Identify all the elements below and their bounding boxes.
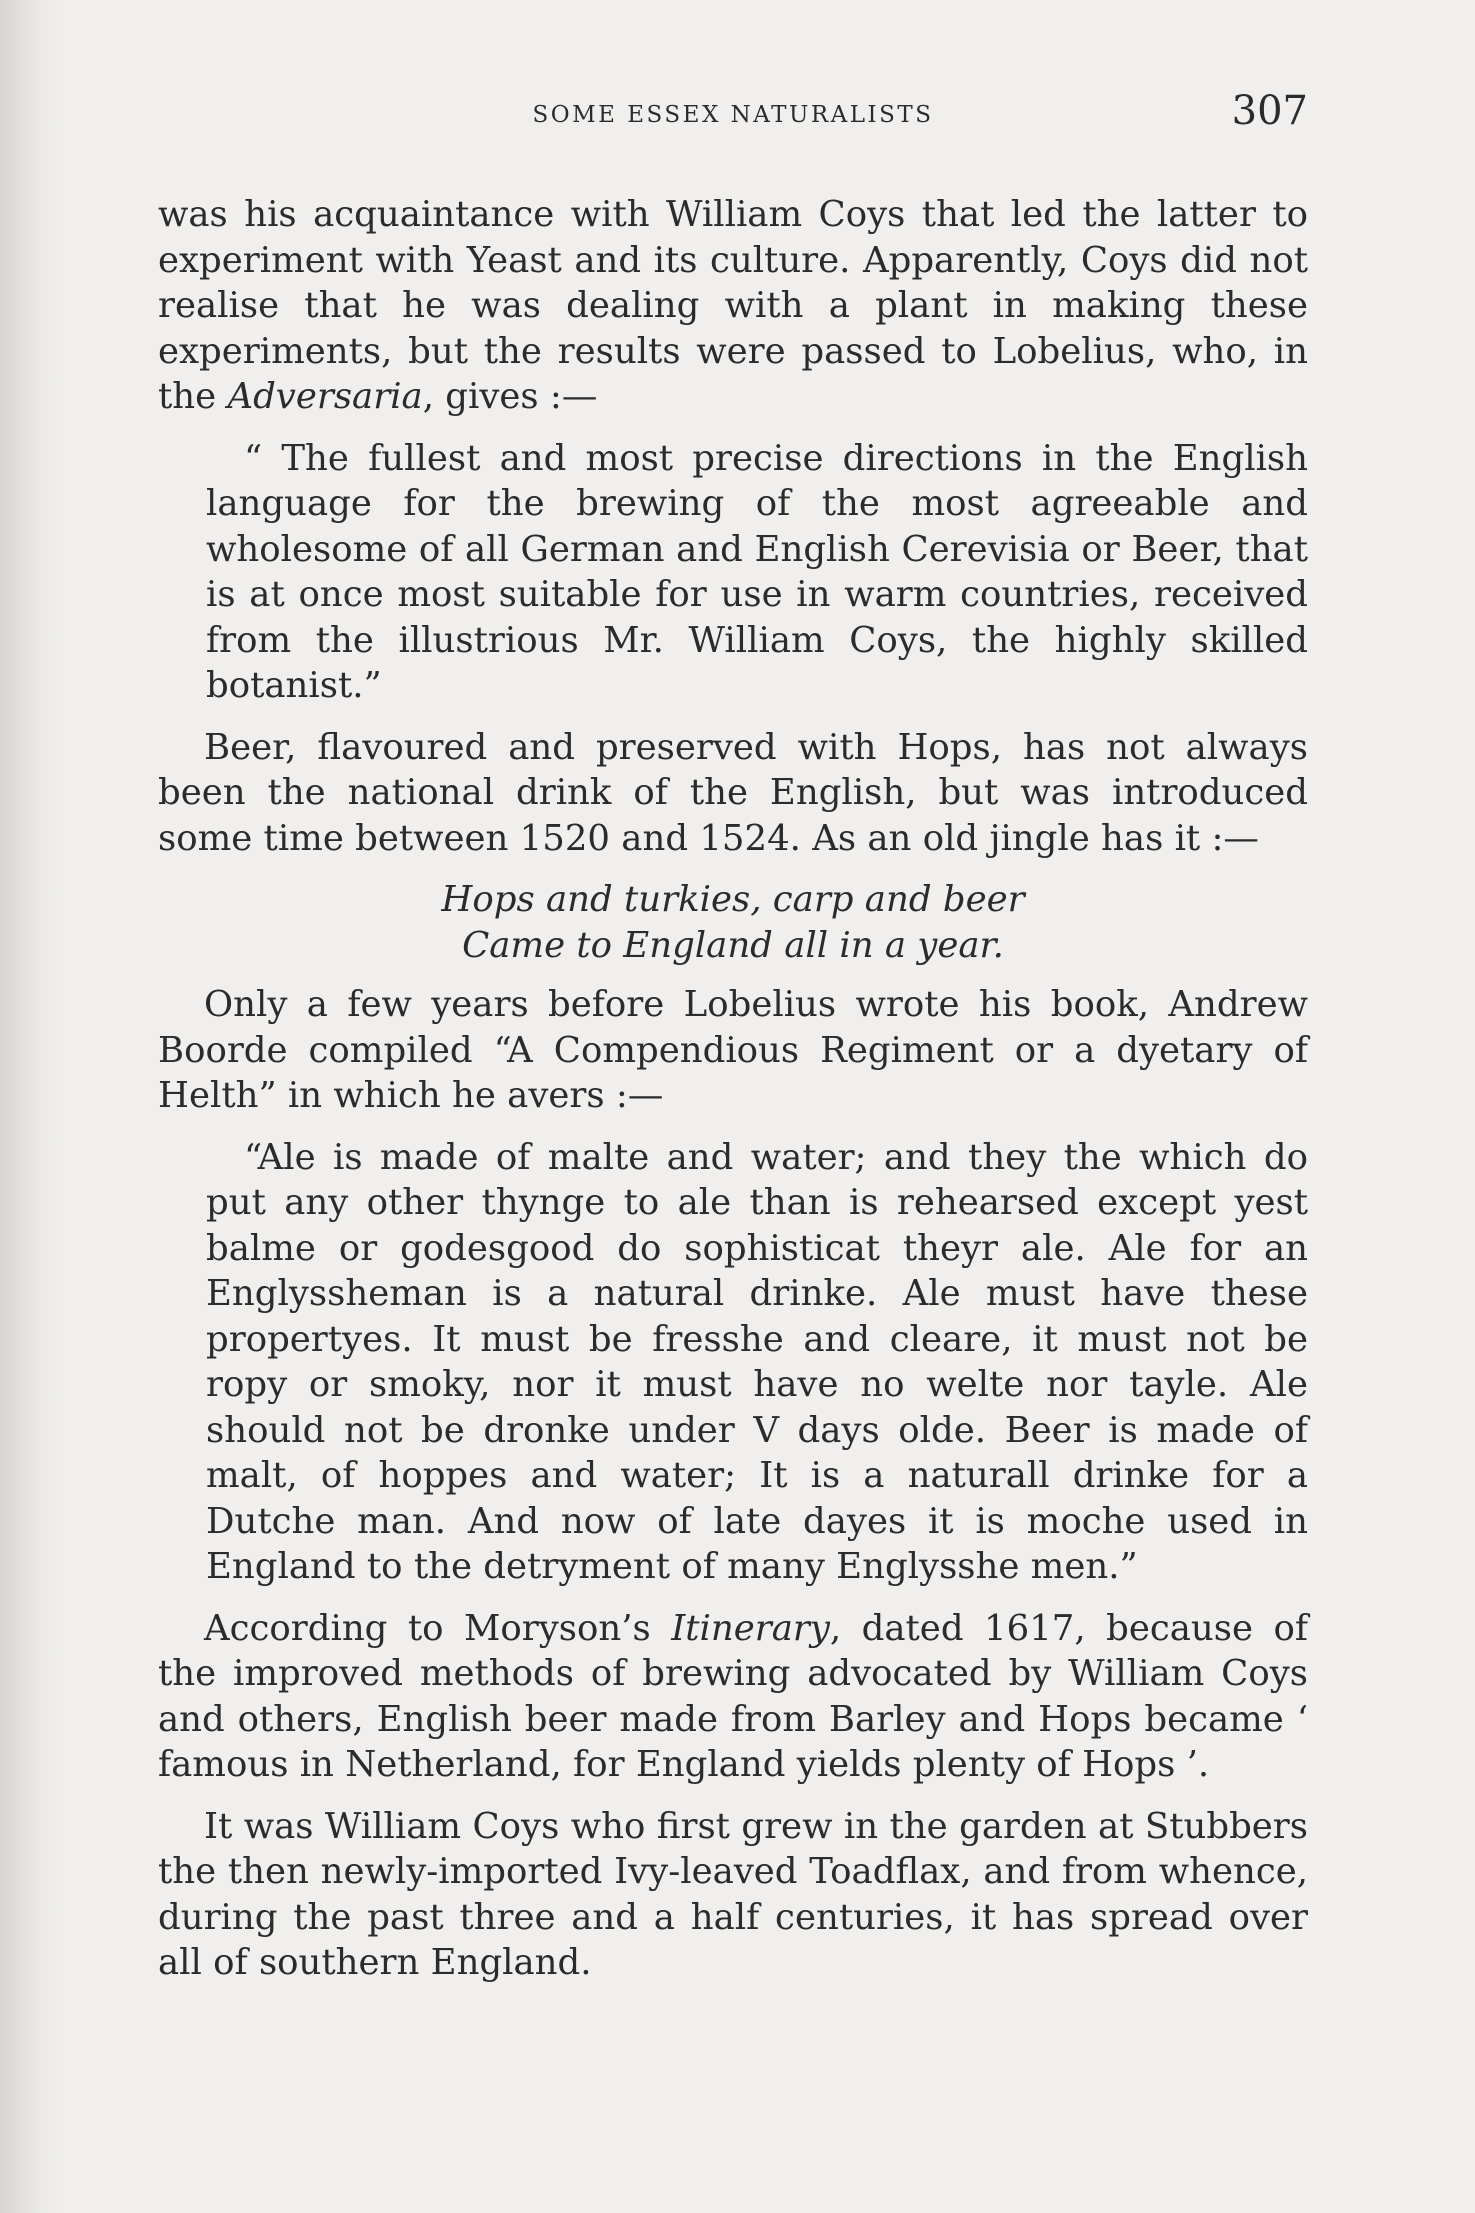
quote-lobelius-directions: “ The fullest and most precise directions in the English language for the brewing of the most agreeable and wholesome of all German and English Cerevisia or Beer, that is at once most suitable for use in warm countries, received from the illustrious Mr. William Coys, the highly skilled botanist.” [206, 437, 1308, 706]
paragraph-text: According to Moryson’s [204, 1607, 672, 1649]
page-number: 307 [1231, 88, 1308, 134]
paragraph-text: , gives :— [422, 376, 598, 417]
book-page [158, 88, 1308, 2002]
italic-title-itinerary: Itinerary [671, 1607, 830, 1649]
verse-jingle [158, 877, 1308, 968]
paragraph-text: , dated 1617, because of the improved methods of brewing advocated by William Coys and others, English beer made from Barley and Hops became ‘ famous in Netherland, for England yields plenty of Hops ’. [158, 1607, 1308, 1785]
running-title: SOME ESSEX NATURALISTS [532, 102, 934, 128]
paragraph-yeast-experiments [158, 192, 1308, 420]
paragraph-toadflax: It was William Coys who first grew in the garden at Stubbers the then newly-imported Ivy-leaved Toadflax, and from whence, during the past three and a half centuries, it has spread over all of southern England. [158, 1805, 1308, 1983]
binding-gutter-shadow [0, 0, 60, 2213]
paragraph-beer-history: Beer, flavoured and preserved with Hops, has not always been the national drink of the English, but was introduced some time between 1520 and 1524. As an old jingle has it :— [158, 726, 1308, 859]
verse-line-2: Came to England all in a year. [462, 924, 1004, 966]
verse-line-1: Hops and turkies, carp and beer [441, 879, 1025, 920]
italic-title-adversaria: Adversaria [227, 376, 423, 417]
paragraph-moryson [158, 1606, 1308, 1788]
running-head [158, 88, 1308, 140]
paragraph-boorde: Only a few years before Lobelius wrote his book, Andrew Boorde compiled “A Compendious Regiment or a dyetary of Helth” in which he avers :— [158, 984, 1308, 1116]
quote-boorde-ale: “Ale is made of malte and water; and they the which do put any other thynge to ale than is rehearsed except yest balme or godesgood do sophisticat theyr ale. Ale for an Englyssheman is a natural drinke. Ale must have these propertyes. It must be fresshe and cleare, it must not be ropy or smoky, nor it must have no welte nor tayle. Ale should not be dronke under V days olde. Beer is made of malt, of hoppes and water; It is a naturall drinke for a Dutche man. And now of late dayes it is moche used in England to the detryment of many Englysshe men.” [206, 1136, 1308, 1587]
paragraph-text: was his acquaintance with William Coys that led the latter to experiment with Yeast and its culture. Apparently, Coys did not realise that he was dealing with a plant in making these experiments, but the results were passed to Lobelius, who, in the [158, 194, 1308, 417]
